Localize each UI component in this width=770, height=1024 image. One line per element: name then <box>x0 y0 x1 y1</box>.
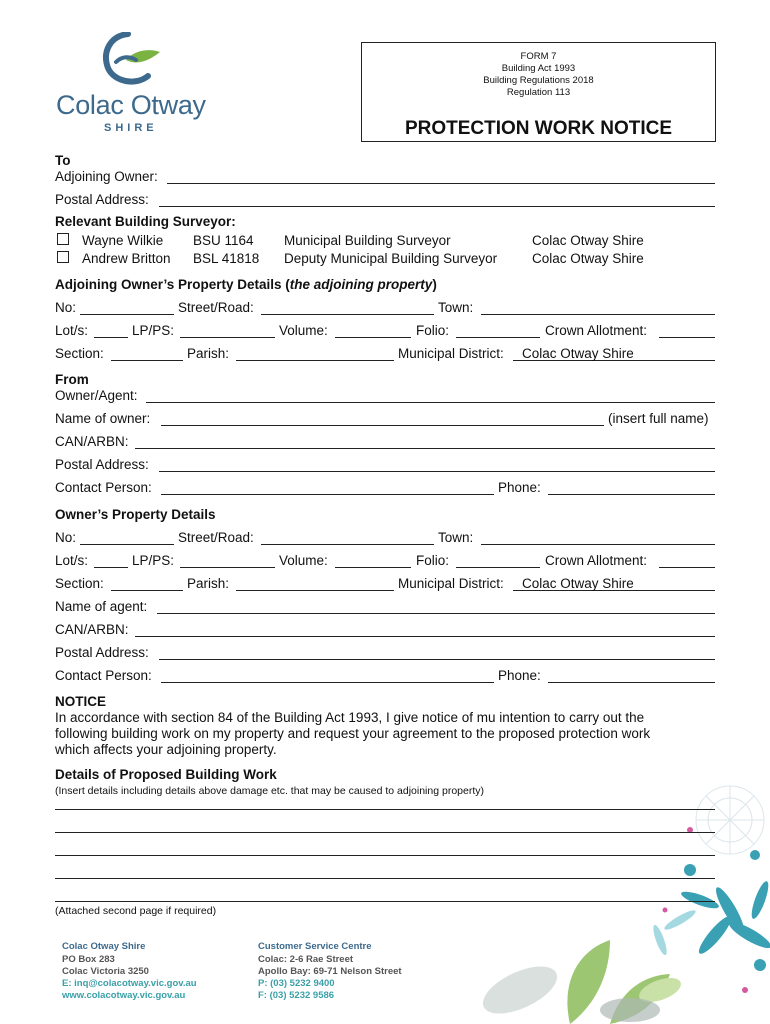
adj-parish-label: Parish: <box>187 346 230 361</box>
own-lpps-label: LP/PS: <box>132 553 175 568</box>
adj-lpps-field[interactable] <box>180 337 275 338</box>
name-of-agent-field[interactable] <box>157 613 715 614</box>
details-line[interactable] <box>55 832 715 833</box>
footer-apollo-address: Apollo Bay: 69-71 Nelson Street <box>258 966 402 977</box>
owner-agent-field[interactable] <box>146 402 715 403</box>
form-title: PROTECTION WORK NOTICE <box>404 118 673 139</box>
notice-heading: NOTICE <box>55 694 107 709</box>
own-folio-label: Folio: <box>416 553 450 568</box>
form-number: FORM 7 <box>520 51 557 62</box>
adj-section-label: Section: <box>55 346 104 361</box>
footer-org-title: Colac Otway Shire <box>62 941 146 952</box>
own-folio-field[interactable] <box>456 567 540 568</box>
leaf-swirl-icon <box>102 32 162 88</box>
owner-property-heading: Owner’s Property Details <box>55 507 216 522</box>
footer-locality: Colac Victoria 3250 <box>62 966 149 977</box>
to-postal-address-field[interactable] <box>159 206 715 207</box>
own-parish-label: Parish: <box>187 576 230 591</box>
surveyor-code: BSL 41818 <box>193 251 260 266</box>
own-lots-field[interactable] <box>94 567 128 568</box>
adj-street-field[interactable] <box>261 314 434 315</box>
surveyor-heading: Relevant Building Surveyor: <box>55 214 236 229</box>
adjoining-property-heading: Adjoining Owner’s Property Details (the adjoining property) <box>55 277 437 292</box>
name-of-owner-field[interactable] <box>161 425 604 426</box>
own-street-field[interactable] <box>261 544 434 545</box>
attached-page-note: (Attached second page if required) <box>55 905 217 917</box>
own-crown-field[interactable] <box>659 567 715 568</box>
from-phone-field[interactable] <box>548 494 715 495</box>
own-can-arbn-field[interactable] <box>135 636 715 637</box>
adj-district-label: Municipal District: <box>398 346 504 361</box>
name-of-agent-label: Name of agent: <box>55 599 148 614</box>
adj-folio-field[interactable] <box>456 337 540 338</box>
adjoining-owner-label: Adjoining Owner: <box>55 169 158 184</box>
footer-fax: F: (03) 5232 9586 <box>258 990 335 1001</box>
form-regulations: Building Regulations 2018 <box>483 75 594 86</box>
own-volume-label: Volume: <box>279 553 328 568</box>
notice-line: following building work on my property and request your agreement to the proposed protection work <box>55 726 651 741</box>
adj-lots-field[interactable] <box>94 337 128 338</box>
details-line[interactable] <box>55 809 715 810</box>
decorative-plant-graphic <box>460 760 770 1024</box>
footer-website[interactable]: www.colacotway.vic.gov.au <box>62 990 186 1001</box>
surveyor-checkbox-wilkie[interactable] <box>57 233 69 245</box>
surveyor-name: Wayne Wilkie <box>82 233 164 248</box>
from-phone-label: Phone: <box>498 480 541 495</box>
adjoining-owner-field[interactable] <box>167 183 715 184</box>
footer-service-title: Customer Service Centre <box>258 941 372 952</box>
own-contact-field[interactable] <box>161 682 494 683</box>
own-lpps-field[interactable] <box>180 567 275 568</box>
name-of-owner-label: Name of owner: <box>55 411 151 426</box>
from-can-arbn-label: CAN/ARBN: <box>55 434 129 449</box>
footer-po-box: PO Box 283 <box>62 954 115 965</box>
adj-crown-label: Crown Allotment: <box>545 323 648 338</box>
adj-no-label: No: <box>55 300 77 315</box>
logo-name: Colac Otway <box>56 90 206 120</box>
own-contact-label: Contact Person: <box>55 668 152 683</box>
details-line[interactable] <box>55 901 715 902</box>
surveyor-checkbox-britton[interactable] <box>57 251 69 263</box>
adj-section-field[interactable] <box>111 360 183 361</box>
details-line[interactable] <box>55 878 715 879</box>
adj-town-label: Town: <box>438 300 474 315</box>
adj-district-value: Colac Otway Shire <box>522 346 634 361</box>
own-no-field[interactable] <box>80 544 174 545</box>
own-volume-field[interactable] <box>335 567 411 568</box>
own-lots-label: Lot/s: <box>55 553 89 568</box>
adj-no-field[interactable] <box>80 314 174 315</box>
footer-email[interactable]: E: inq@colacotway.vic.gov.au <box>62 978 197 989</box>
own-phone-label: Phone: <box>498 668 541 683</box>
own-postal-address-label: Postal Address: <box>55 645 149 660</box>
surveyor-council: Colac Otway Shire <box>532 233 644 248</box>
council-logo <box>56 32 216 142</box>
footer-phone: P: (03) 5232 9400 <box>258 978 335 989</box>
surveyor-code: BSU 1164 <box>193 233 254 248</box>
own-section-field[interactable] <box>111 590 183 591</box>
adj-parish-field[interactable] <box>236 360 394 361</box>
adj-crown-field[interactable] <box>659 337 715 338</box>
footer-colac-address: Colac: 2-6 Rae Street <box>258 954 354 965</box>
own-parish-field[interactable] <box>236 590 394 591</box>
owner-agent-label: Owner/Agent: <box>55 388 138 403</box>
details-line[interactable] <box>55 855 715 856</box>
notice-line: which affects your adjoining property. <box>55 742 277 757</box>
insert-full-name-hint: (insert full name) <box>608 411 709 426</box>
from-can-arbn-field[interactable] <box>135 448 715 449</box>
form-header-box <box>361 42 716 142</box>
details-heading: Details of Proposed Building Work <box>55 767 277 782</box>
adj-folio-label: Folio: <box>416 323 450 338</box>
details-instruction: (Insert details including details above damage etc. that may be caused to adjoining property) <box>55 785 485 797</box>
surveyor-role: Municipal Building Surveyor <box>284 233 451 248</box>
from-contact-field[interactable] <box>161 494 494 495</box>
adj-street-label: Street/Road: <box>178 300 254 315</box>
from-postal-address-label: Postal Address: <box>55 457 149 472</box>
own-no-label: No: <box>55 530 77 545</box>
own-can-arbn-label: CAN/ARBN: <box>55 622 129 637</box>
own-district-label: Municipal District: <box>398 576 504 591</box>
own-district-value: Colac Otway Shire <box>522 576 634 591</box>
own-section-label: Section: <box>55 576 104 591</box>
from-contact-label: Contact Person: <box>55 480 152 495</box>
own-phone-field[interactable] <box>548 682 715 683</box>
logo-shire: SHIRE <box>104 122 158 134</box>
from-postal-address-field[interactable] <box>159 471 715 472</box>
own-town-label: Town: <box>438 530 474 545</box>
to-postal-address-label: Postal Address: <box>55 192 149 207</box>
surveyor-role: Deputy Municipal Building Surveyor <box>284 251 498 266</box>
notice-line: In accordance with section 84 of the Building Act 1993, I give notice of mu intention to carry out the <box>55 710 645 725</box>
own-crown-label: Crown Allotment: <box>545 553 648 568</box>
to-heading: To <box>55 153 71 168</box>
own-street-label: Street/Road: <box>178 530 254 545</box>
adj-volume-label: Volume: <box>279 323 328 338</box>
form-regulation-number: Regulation 113 <box>506 87 571 98</box>
adj-lpps-label: LP/PS: <box>132 323 175 338</box>
surveyor-name: Andrew Britton <box>82 251 171 266</box>
surveyor-council: Colac Otway Shire <box>532 251 644 266</box>
adj-town-field[interactable] <box>481 314 715 315</box>
from-heading: From <box>55 372 89 387</box>
adj-volume-field[interactable] <box>335 337 411 338</box>
own-postal-address-field[interactable] <box>159 659 715 660</box>
own-town-field[interactable] <box>481 544 715 545</box>
adj-lots-label: Lot/s: <box>55 323 89 338</box>
form-act: Building Act 1993 <box>501 63 576 74</box>
